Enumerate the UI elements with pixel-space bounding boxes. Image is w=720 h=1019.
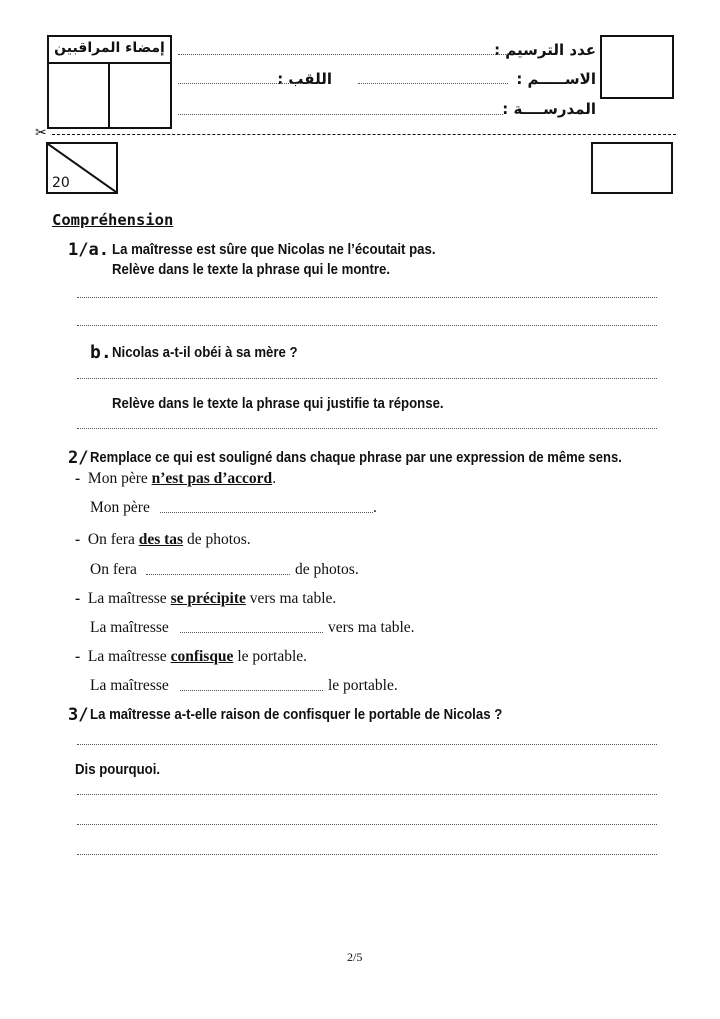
underlined-expression: des tas: [138, 531, 184, 548]
question-2-text: Remplace ce qui est souligné dans chaque phrase par une expression de même sens.: [90, 449, 622, 466]
registration-label: عدد الترسيم :: [494, 41, 596, 59]
question-3-why: Dis pourquoi.: [75, 761, 161, 778]
sentence-start: Mon père: [87, 470, 152, 487]
surname-field[interactable]: [178, 83, 303, 84]
answer-sentence-start: La maîtresse: [90, 619, 169, 636]
answer-line[interactable]: [77, 428, 657, 429]
answer-sentence-start: Mon père: [90, 499, 150, 516]
score-total: 20: [52, 175, 70, 191]
registration-number-box: [600, 35, 674, 99]
sentence-end: de photos.: [183, 531, 251, 548]
answer-line[interactable]: [77, 297, 657, 298]
question-1a-text: La maîtresse est sûre que Nicolas ne l’écoutait pas.: [112, 241, 436, 258]
question-3-text: La maîtresse a-t-elle raison de confisquer le portable de Nicolas ?: [90, 706, 503, 723]
supervisors-column-divider: [108, 62, 110, 129]
question-1a-number: 1/a.: [68, 240, 109, 260]
supervisors-label: إمضاء المراقبين: [54, 40, 165, 56]
sentence-end: vers ma table.: [245, 590, 337, 607]
sentence-start: On fera: [87, 531, 139, 548]
school-label: المدرســــة :: [502, 100, 596, 118]
exercise-sentence: - Mon père n’est pas d’accord.: [75, 470, 277, 487]
answer-sentence-end: .: [373, 499, 377, 516]
question-1b-text: Nicolas a-t-il obéi à sa mère ?: [112, 344, 298, 361]
exercise-sentence: - La maîtresse confisque le portable.: [75, 648, 308, 665]
exercise-sentence: - La maîtresse se précipite vers ma table.: [75, 590, 337, 607]
answer-sentence-end: le portable.: [328, 677, 398, 694]
answer-sentence-start: La maîtresse: [90, 677, 169, 694]
answer-line[interactable]: [77, 378, 657, 379]
question-3-number: 3/: [68, 705, 89, 725]
section-title: Compréhension: [52, 211, 174, 229]
question-2-number: 2/: [68, 448, 89, 468]
underlined-expression: se précipite: [170, 590, 246, 607]
sentence-end: .: [272, 470, 277, 487]
question-1b-justify: Relève dans le texte la phrase qui justifie ta réponse.: [112, 395, 444, 412]
answer-sentence-end: de photos.: [295, 561, 359, 578]
answer-line[interactable]: [77, 794, 657, 795]
sentence-start: La maîtresse: [87, 648, 171, 665]
answer-line[interactable]: [77, 325, 657, 326]
answer-blank[interactable]: [180, 632, 323, 633]
answer-sentence-start: On fera: [90, 561, 137, 578]
answer-blank[interactable]: [160, 512, 373, 513]
name-label: الاســـــم :: [516, 70, 596, 88]
question-1a-instruction: Relève dans le texte la phrase qui le montre.: [112, 261, 391, 278]
grade-box: [591, 142, 673, 194]
registration-field[interactable]: [178, 54, 508, 55]
exercise-sentence: - On fera des tas de photos.: [75, 531, 251, 548]
scissors-icon: ✂: [35, 124, 47, 140]
cut-line: [52, 134, 676, 135]
question-1b-number: b.: [90, 342, 112, 363]
answer-blank[interactable]: [146, 574, 290, 575]
surname-label: اللقب :: [277, 70, 332, 88]
underlined-expression: confisque: [170, 648, 234, 665]
underlined-expression: n’est pas d’accord: [151, 470, 273, 487]
answer-line[interactable]: [77, 824, 657, 825]
sentence-end: le portable.: [233, 648, 308, 665]
name-field[interactable]: [358, 83, 508, 84]
sentence-start: La maîtresse: [87, 590, 171, 607]
answer-sentence-end: vers ma table.: [328, 619, 415, 636]
answer-blank[interactable]: [180, 690, 323, 691]
school-field[interactable]: [178, 114, 503, 115]
page-number: 2/5: [347, 950, 363, 964]
answer-line[interactable]: [77, 854, 657, 855]
answer-line[interactable]: [77, 744, 657, 745]
